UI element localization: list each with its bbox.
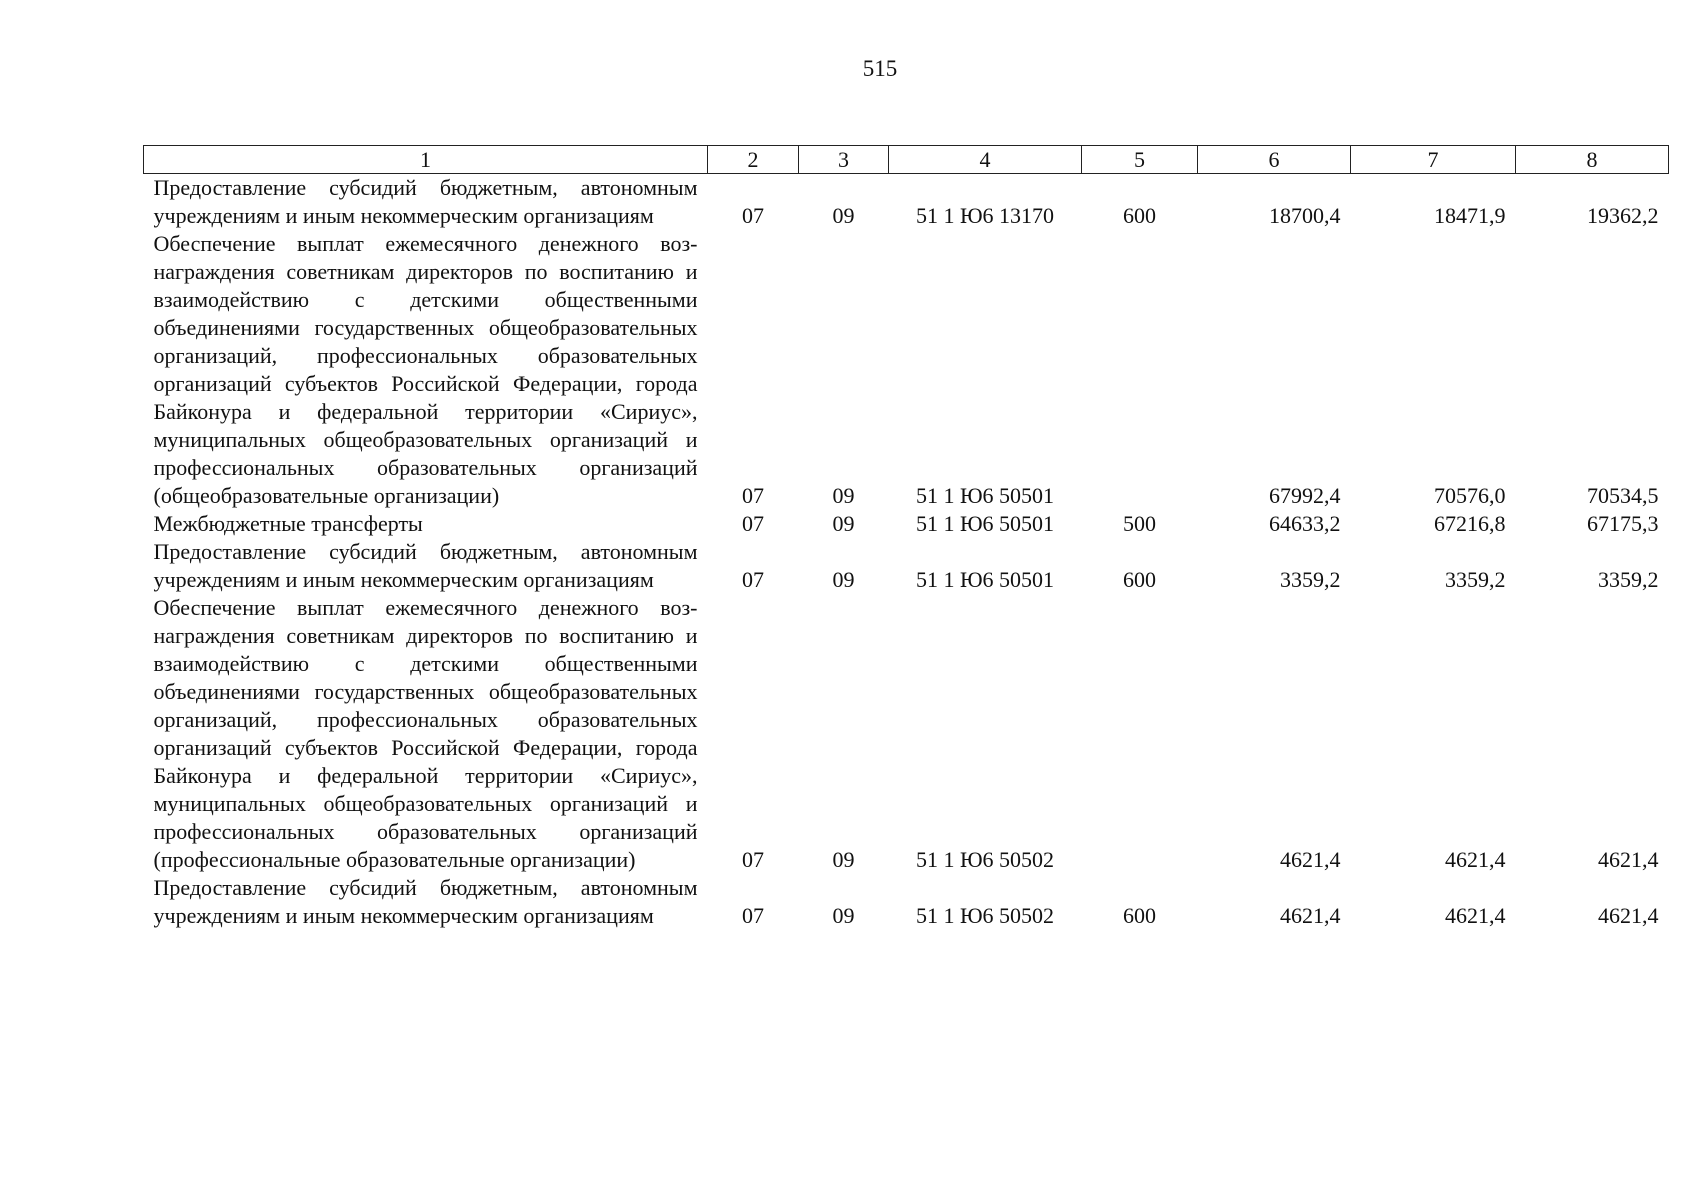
row-target-article: 51 1 Ю6 50501: [915, 511, 1055, 536]
row-value-col-7: 3359,2: [1445, 567, 1506, 592]
row-value-col-6: 67992,4: [1269, 483, 1341, 508]
table-row: [144, 874, 1669, 930]
row-razdel: 07: [742, 903, 764, 928]
row-expense-type: 600: [1123, 903, 1156, 928]
table-row: [144, 538, 1669, 594]
row-expense-type: 600: [1123, 203, 1156, 228]
header-col-5: 5: [1082, 146, 1198, 174]
row-value-col-8: 19362,2: [1587, 203, 1659, 228]
header-col-1: 1: [144, 146, 708, 174]
row-razdel: 07: [742, 567, 764, 592]
row-expense-type: [1082, 230, 1198, 510]
header-row: [144, 146, 1669, 174]
table-row: [144, 510, 1669, 538]
row-podrazdel: 09: [832, 203, 855, 228]
row-razdel: 07: [742, 203, 764, 228]
row-razdel: 07: [742, 483, 764, 508]
page-number: 515: [862, 56, 898, 81]
header-col-2: 2: [708, 146, 799, 174]
row-value-col-7: 18471,9: [1434, 203, 1506, 228]
row-podrazdel: 09: [832, 847, 855, 872]
row-target-article: 51 1 Ю6 50502: [915, 847, 1055, 872]
budget-table: [143, 145, 1669, 930]
table-row: [144, 174, 1669, 231]
budget-table-container: [143, 145, 1668, 930]
row-value-col-6: 4621,4: [1280, 847, 1341, 872]
row-description: Обеспечение выплат ежемесячного денежного вознаграждения советникам директоров по воспитанию и взаимодействию с детскими общественными объединениями государственных общеобразовательных организаций, профессиональных образовательных организаций субъектов Российской Федерации, города Байконура и федеральной территории «Сириус», муниципальных общеобразовательных организаций и профессиональных образовательных организаций (общеобразовательные организации): [153, 231, 698, 508]
row-target-article: 51 1 Ю6 13170: [915, 203, 1055, 228]
row-description: Предоставление субсидий бюджетным, автономным учреждениям и иным некоммерческим организациям: [153, 539, 698, 592]
row-target-article: 51 1 Ю6 50501: [915, 483, 1055, 508]
row-podrazdel: 09: [832, 567, 855, 592]
row-value-col-6: 3359,2: [1280, 567, 1341, 592]
table-row: [144, 230, 1669, 510]
row-description: Предоставление субсидий бюджетным, автономным учреждениям и иным некоммерческим организациям: [153, 175, 698, 228]
row-description: Межбюджетные трансферты: [153, 511, 423, 536]
row-description: Предоставление субсидий бюджетным, автономным учреждениям и иным некоммерческим организациям: [153, 875, 698, 928]
row-description: Обеспечение выплат ежемесячного денежного вознаграждения советникам директоров по воспитанию и взаимодействию с детскими общественными объединениями государственных общеобразовательных организаций, профессиональных образовательных организаций субъектов Российской Федерации, города Байконура и федеральной территории «Сириус», муниципальных общеобразовательных организаций и профессиональных образовательных организаций (профессиональные образовательные организации): [153, 595, 698, 872]
row-value-col-6: 4621,4: [1280, 903, 1341, 928]
row-value-col-8: 67175,3: [1587, 511, 1659, 536]
row-podrazdel: 09: [832, 483, 855, 508]
row-value-col-7: 4621,4: [1445, 903, 1506, 928]
row-expense-type: 600: [1123, 567, 1156, 592]
header-col-7: 7: [1351, 146, 1516, 174]
table-row: [144, 594, 1669, 874]
header-col-8: 8: [1516, 146, 1669, 174]
row-razdel: 07: [742, 847, 764, 872]
row-value-col-7: 4621,4: [1445, 847, 1506, 872]
row-podrazdel: 09: [832, 903, 855, 928]
row-value-col-8: 3359,2: [1598, 567, 1659, 592]
row-value-col-6: 64633,2: [1269, 511, 1341, 536]
row-target-article: 51 1 Ю6 50502: [915, 903, 1055, 928]
row-expense-type: [1082, 594, 1198, 874]
row-podrazdel: 09: [832, 511, 855, 536]
row-value-col-7: 70576,0: [1434, 483, 1506, 508]
header-col-3: 3: [799, 146, 889, 174]
row-value-col-6: 18700,4: [1269, 203, 1341, 228]
header-col-6: 6: [1198, 146, 1351, 174]
header-col-4: 4: [889, 146, 1082, 174]
row-expense-type: 500: [1123, 511, 1156, 536]
row-target-article: 51 1 Ю6 50501: [915, 567, 1055, 592]
row-value-col-7: 67216,8: [1434, 511, 1506, 536]
row-value-col-8: 4621,4: [1598, 903, 1659, 928]
row-value-col-8: 4621,4: [1598, 847, 1659, 872]
row-value-col-8: 70534,5: [1587, 483, 1659, 508]
row-razdel: 07: [742, 511, 764, 536]
